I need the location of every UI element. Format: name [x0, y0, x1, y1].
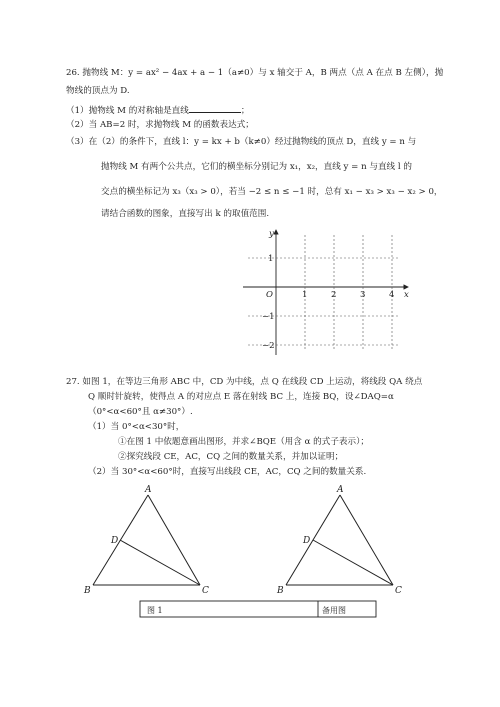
q27-line2: Q 顺时针旋转，使得点 A 的对应点 E 落在射线 BC 上，连接 BQ，设∠DAQ=α: [88, 392, 394, 402]
q26-line2: 物线的顶点为 D.: [66, 86, 130, 96]
q26-part1-text: （1）抛物线 M 的对称轴是直线: [66, 106, 189, 116]
figure-1-triangle: [93, 495, 200, 585]
fig2-label-a: A: [337, 485, 344, 495]
q27-line1: 27. 如图 1，在等边三角形 ABC 中，CD 为中线，点 Q 在线段 CD 上运动，将线段 QA 绕点: [66, 377, 423, 387]
fig2-label-c: C: [395, 586, 402, 596]
fig2-label-d: D: [303, 536, 311, 546]
x-tick-2: 2: [331, 290, 337, 300]
q26-part3d: 请结合函数的图象，直接写出 k 的取值范围.: [101, 209, 270, 219]
q27-part1: （1）当 0°<α<30°时，: [88, 422, 185, 432]
q26-part3b: 抛物线 M 有两个公共点，它们的横坐标分别记为 x₁，x₂，直线 y = n 与直线 l 的: [101, 162, 412, 172]
fig2-label-b: B: [277, 586, 284, 596]
figure-2-caption: 备用图: [322, 606, 346, 615]
origin-label: O: [266, 290, 273, 300]
y-tick-neg2: −2: [262, 341, 275, 351]
y-tick-1: 1: [268, 254, 274, 264]
fig1-label-d: D: [111, 536, 119, 546]
q27-part1b: ②探究线段 CE，AC，CQ 之间的数量关系，并加以证明；: [118, 452, 344, 462]
x-tick-1: 1: [302, 290, 308, 300]
q26-line1: 26. 抛物线 M：y = ax² − 4ax + a − 1（a≠0）与 x 轴交于 A，B 两点（点 A 在点 B 左侧），抛: [66, 68, 444, 78]
fig1-label-b: B: [84, 586, 91, 596]
fig1-label-c: C: [202, 586, 209, 596]
x-tick-4: 4: [389, 290, 395, 300]
q26-part1-end: ；: [240, 106, 250, 116]
y-tick-neg1: −1: [262, 312, 275, 322]
q27-part1a: ①在图 1 中依题意画出图形，并求∠BQE（用含 α 的式子表示）；: [118, 437, 369, 447]
q26-part2: （2）当 AB=2 时，求抛物线 M 的函数表达式；: [66, 120, 254, 130]
q27-part2: （2）当 30°<α<60°时，直接写出线段 CE，AC，CQ 之间的数量关系.: [88, 467, 367, 477]
x-tick-3: 3: [360, 290, 366, 300]
figure-1-caption: 图 1: [147, 606, 163, 615]
q26-part3: （3）在（2）的条件下，直线 l：y = kx + b（k≠0）经过抛物线的顶点 D，直线 y = n 与: [66, 137, 417, 147]
q26-part3c: 交点的横坐标记为 x₃（x₃ > 0），若当 −2 ≤ n ≤ −1 时，总有 x₁ − x₃ > x₃ − x₂ > 0，: [101, 187, 443, 197]
fig1-label-a: A: [145, 485, 152, 495]
y-axis-label: y: [269, 229, 274, 239]
x-axis-label: x: [404, 290, 409, 300]
q27-line3: （0°<α<60°且 α≠30°）.: [88, 407, 193, 417]
